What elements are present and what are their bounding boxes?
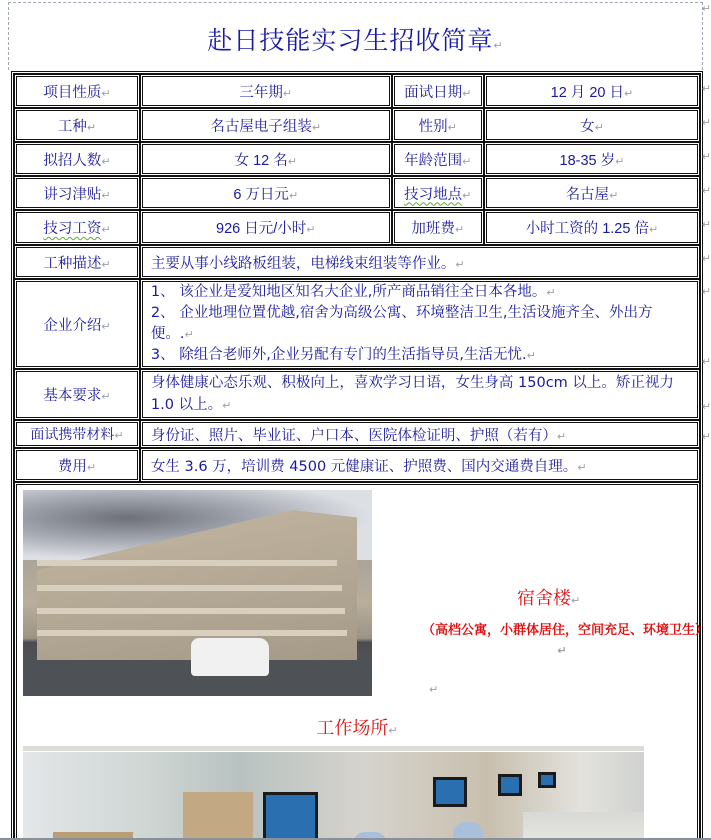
paragraph-mark-icon: ↵ — [701, 116, 711, 129]
paragraph-mark-icon: ↵ — [101, 223, 111, 236]
label-cell: 企业介绍↵ — [14, 279, 140, 369]
paragraph-mark-icon: ↵ — [447, 120, 457, 134]
value-cell: 926 日元/小时↵ — [140, 210, 392, 245]
paragraph-mark-icon: ↵ — [282, 86, 293, 100]
label-cell: 费用↵ — [14, 448, 140, 482]
paragraph-mark-icon: ↵ — [101, 154, 111, 168]
value-cell: 女↵ — [484, 108, 700, 142]
recruitment-table — [11, 71, 709, 840]
value-cell: 三年期↵ — [140, 74, 392, 108]
paragraph-mark-icon: ↵ — [101, 390, 111, 403]
paragraph-mark-icon: ↵ — [701, 252, 711, 265]
paragraph-mark-icon: ↵ — [648, 223, 659, 236]
paragraph-mark-icon: ↵ — [462, 154, 472, 168]
paragraph-mark-icon: ↵ — [701, 400, 711, 413]
table-row-photos — [14, 482, 700, 840]
list-item: 3、 除组合老师外,企业另配有专门的生活指导员,生活无忧.↵ — [150, 347, 536, 363]
table-row-requirements — [14, 369, 700, 420]
label-cell: 面试日期↵ — [392, 74, 484, 108]
list-item: 1、 该企业是爱知地区知名大企业,所产商品销往全日本各地。↵ — [150, 284, 556, 300]
paragraph-mark-icon: ↵ — [388, 724, 398, 737]
paragraph-mark-icon: ↵ — [454, 223, 465, 236]
paragraph-mark-icon: ↵ — [101, 86, 111, 100]
value-cell: 女 12 名↵ — [140, 142, 392, 176]
label-cell: 项目性质↵ — [14, 74, 140, 108]
table-row — [14, 74, 700, 108]
company-intro-list — [140, 279, 700, 369]
table-row — [14, 108, 700, 142]
workplace-title: 工作场所↵ — [316, 718, 398, 739]
table-row-company-intro — [14, 279, 700, 369]
value-cell: 12 月 20 日↵ — [484, 74, 700, 108]
paragraph-mark-icon: ↵ — [114, 429, 124, 442]
paragraph-mark-icon: ↵ — [311, 120, 322, 134]
paragraph-mark-icon: ↵ — [493, 39, 504, 52]
paragraph-mark-icon: ↵ — [556, 429, 567, 443]
paragraph-mark-icon: ↵ — [571, 594, 581, 607]
paragraph-mark-icon: ↵ — [462, 188, 472, 202]
paragraph-mark-icon: ↵ — [623, 86, 634, 100]
paragraph-mark-icon: ↵ — [101, 319, 111, 333]
paragraph-mark-icon: ↵ — [701, 2, 711, 15]
value-cell: 女生 3.6 万，培训费 4500 元健康证、护照费、国内交通费自理。↵ — [140, 448, 700, 482]
paragraph-mark-icon: ↵ — [288, 188, 299, 202]
dormitory-photo — [23, 490, 372, 696]
paragraph-mark-icon: ↵ — [701, 218, 711, 231]
table-row-fees — [14, 448, 700, 482]
list-item: 2、 企业地理位置优越,宿舍为高级公寓、环境整洁卫生,生活设施齐全、外出方便。.↵ — [150, 305, 653, 342]
paragraph-mark-icon: ↵ — [526, 349, 536, 362]
table-row — [14, 142, 700, 176]
table-row — [14, 176, 700, 210]
paragraph-mark-icon: ↵ — [701, 430, 711, 443]
title-frame — [8, 2, 703, 70]
label-cell: 加班费↵ — [392, 210, 484, 245]
table-row-interview-materials — [14, 420, 700, 448]
paragraph-mark-icon: ↵ — [701, 150, 711, 163]
paragraph-mark-icon: ↵ — [306, 223, 316, 236]
paragraph-mark-icon: ↵ — [594, 120, 604, 134]
paragraph-mark-icon: ↵ — [222, 399, 232, 412]
label-cell: 讲习津贴↵ — [14, 176, 140, 210]
paragraph-mark-icon: ↵ — [546, 286, 556, 299]
label-cell: 基本要求↵ — [14, 369, 140, 420]
value-cell: 主要从事小线路板组装，电梯线束组装等作业。↵ — [140, 245, 700, 279]
value-cell: 身份证、照片、毕业证、户口本、医院体检证明、护照（若有）↵ — [140, 420, 700, 448]
label-cell: 工种↵ — [14, 108, 140, 142]
label-cell: 技习工资↵ — [14, 210, 140, 245]
paragraph-mark-icon: ↵ — [557, 644, 567, 657]
paragraph-mark-icon: ↵ — [86, 120, 97, 134]
photo-divider — [23, 746, 644, 751]
monitor-icon — [263, 792, 318, 840]
workplace-photo — [23, 752, 644, 840]
paragraph-mark-icon: ↵ — [577, 460, 587, 474]
label-cell: 技习地点↵ — [392, 176, 484, 210]
paragraph-mark-icon: ↵ — [701, 184, 711, 197]
photo-cell — [14, 482, 709, 840]
paragraph-mark-icon: ↵ — [609, 188, 619, 202]
label-cell: 面试携带材料↵ — [14, 420, 140, 448]
dorm-title: 宿舍楼↵ — [517, 588, 581, 609]
label-cell: 工种描述↵ — [14, 245, 140, 279]
paragraph-mark-icon: ↵ — [86, 460, 97, 474]
paragraph-mark-icon: ↵ — [429, 683, 439, 696]
table-row-job-description — [14, 245, 700, 279]
paragraph-mark-icon: ↵ — [615, 154, 625, 168]
paragraph-mark-icon: ↵ — [101, 257, 111, 271]
value-cell: 18-35 岁↵ — [484, 142, 700, 176]
dorm-description: （高档公寓，小群体居住，空间充足、环境卫生）↵ — [422, 623, 709, 657]
value-cell: 名古屋电子组装↵ — [140, 108, 392, 142]
document-title: 赴日技能实习生招收简章↵ — [207, 26, 504, 55]
paragraph-mark-icon: ↵ — [287, 154, 297, 168]
label-cell: 拟招人数↵ — [14, 142, 140, 176]
value-cell: 小时工资的 1.25 倍↵ — [484, 210, 700, 245]
value-cell: 6 万日元↵ — [140, 176, 392, 210]
paragraph-mark-icon: ↵ — [184, 328, 194, 341]
paragraph-mark-icon: ↵ — [455, 257, 465, 271]
value-cell: 身体健康心态乐观、积极向上，喜欢学习日语，女生身高 150cm 以上。矫正视力 1.0 以上。↵ — [140, 369, 700, 420]
label-cell: 性别↵ — [392, 108, 484, 142]
paragraph-mark-icon: ↵ — [462, 86, 472, 100]
table-row — [14, 210, 700, 245]
paragraph-mark-icon: ↵ — [701, 355, 711, 368]
value-cell: 名古屋↵ — [484, 176, 700, 210]
paragraph-mark-icon: ↵ — [701, 82, 711, 95]
paragraph-mark-icon: ↵ — [101, 188, 111, 202]
paragraph-mark-icon: ↵ — [701, 285, 711, 298]
label-cell: 年龄范围↵ — [392, 142, 484, 176]
